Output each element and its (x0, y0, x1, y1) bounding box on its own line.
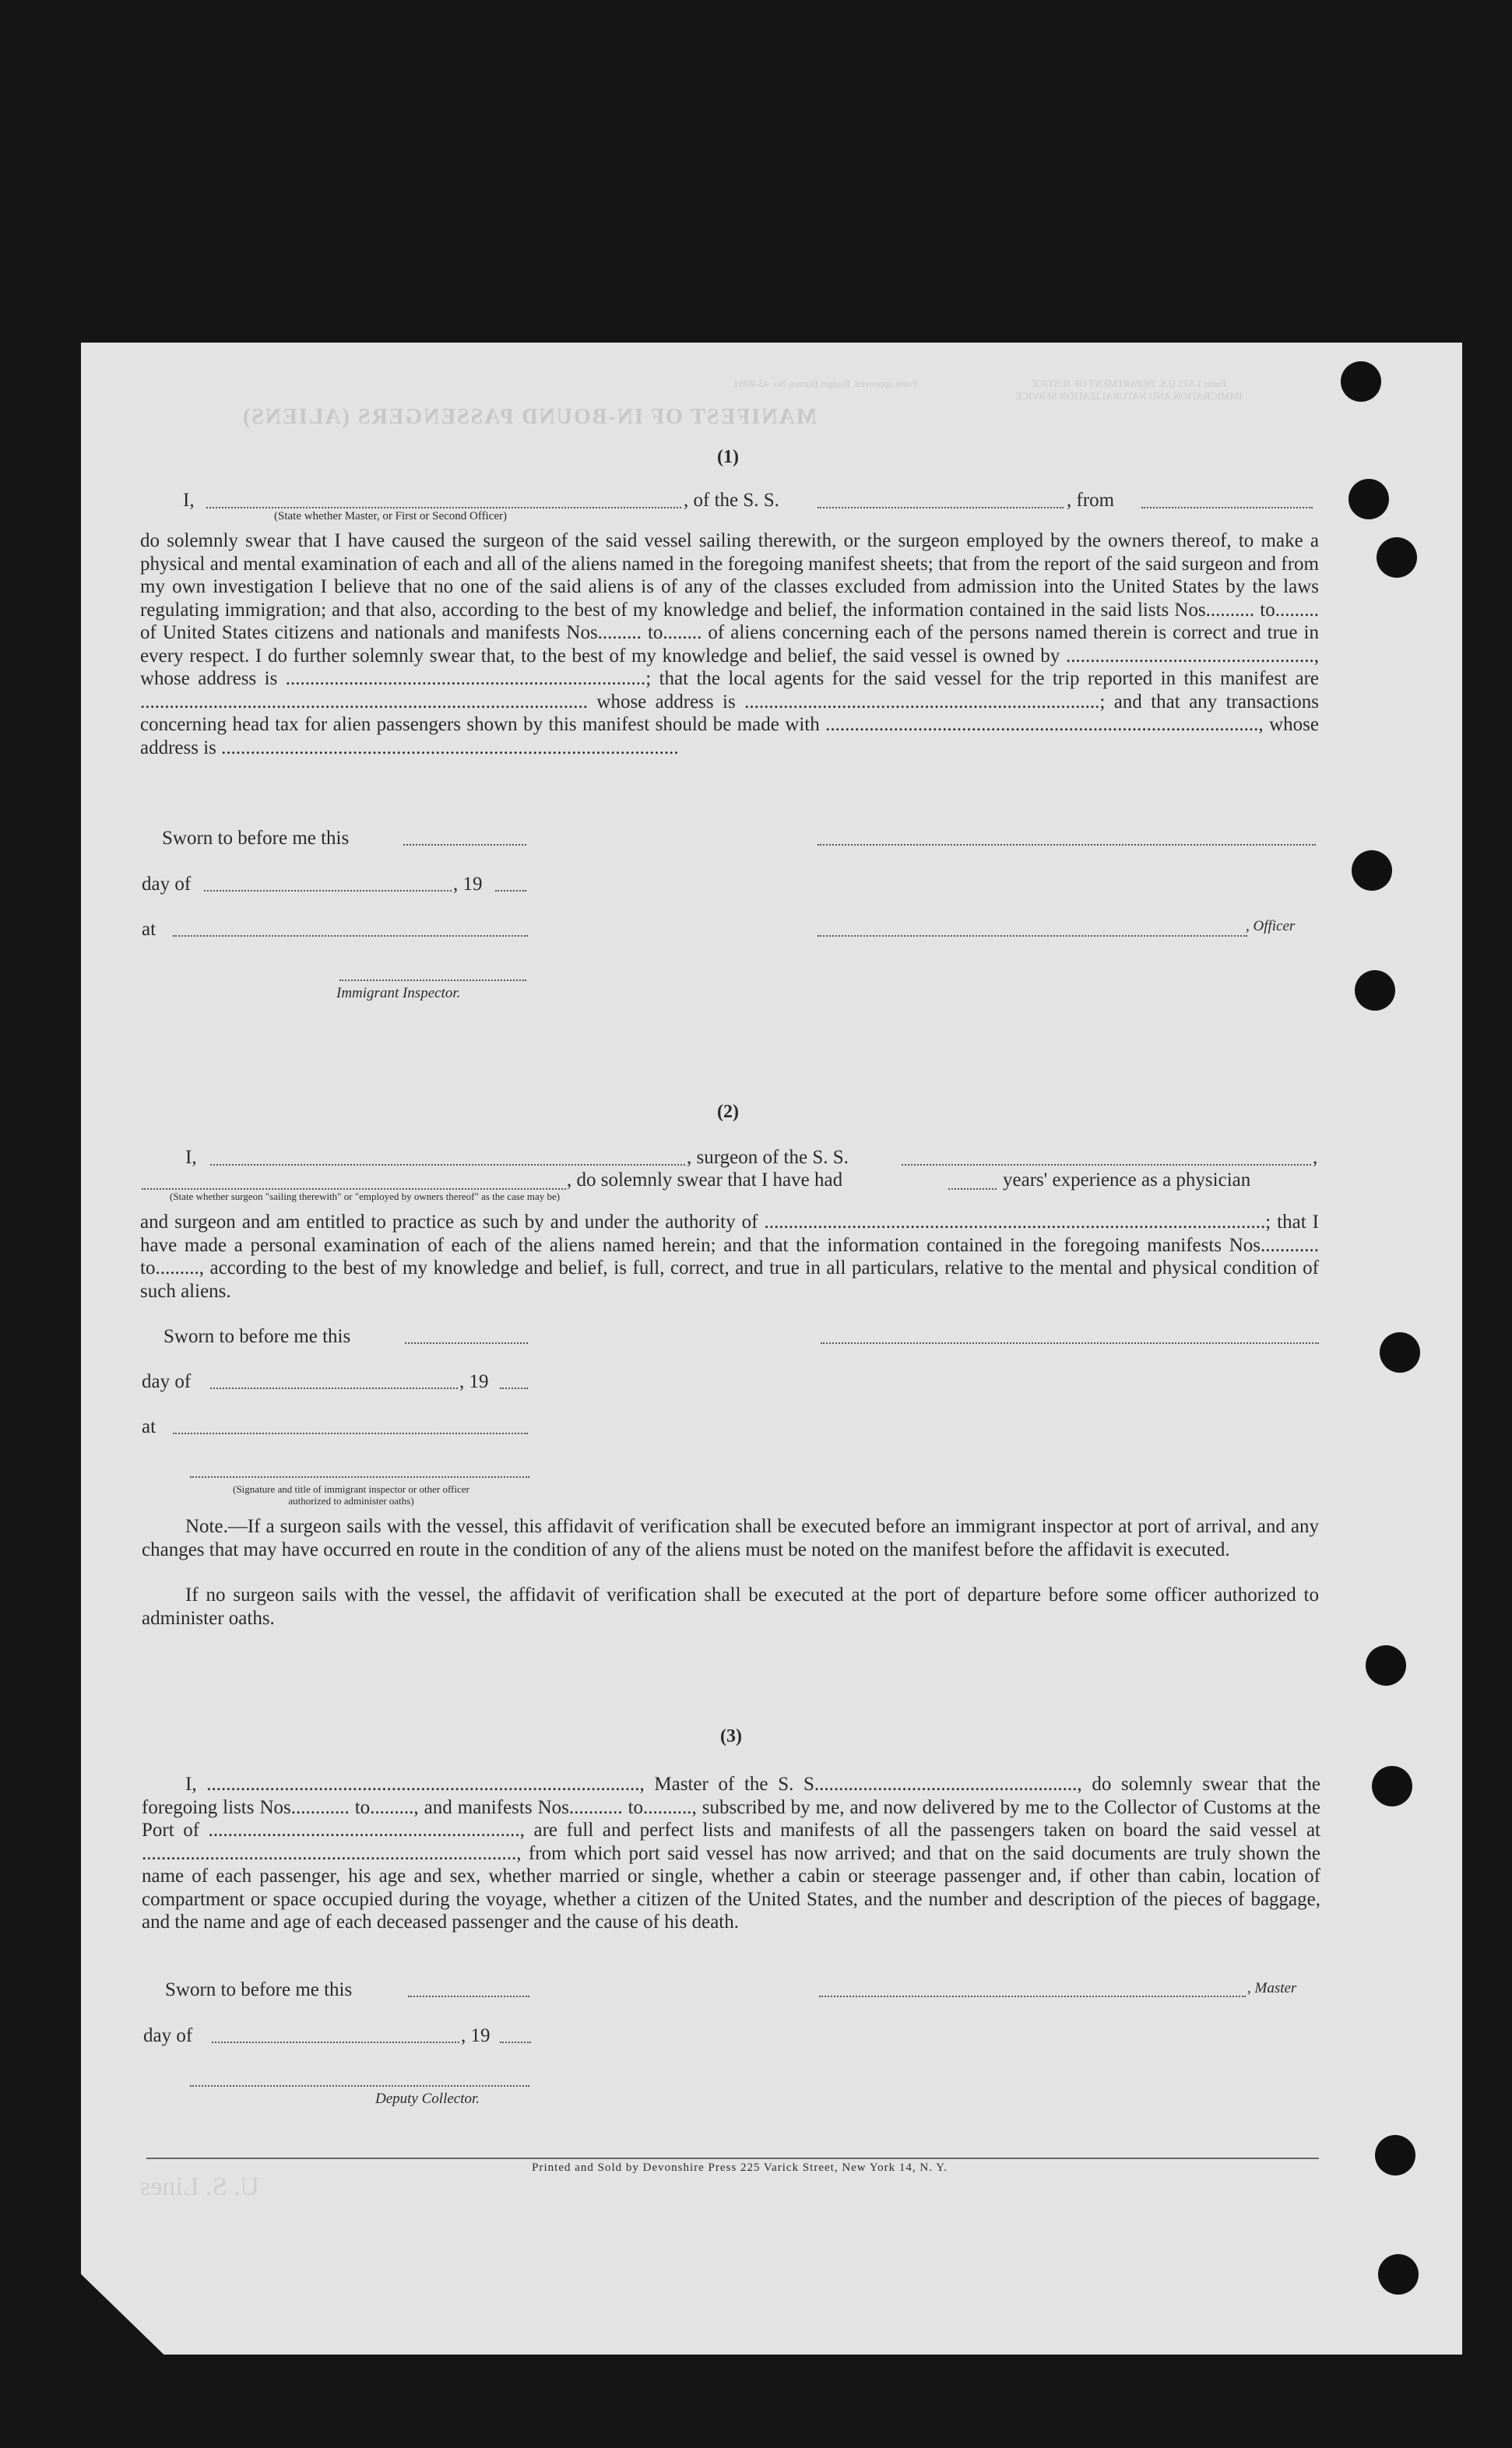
master-day-label: day of (142, 874, 192, 895)
master-vessel-label: , of the S. S. (684, 490, 779, 511)
punch-hole-icon (1372, 1766, 1412, 1806)
surgeon-year-field[interactable] (500, 1388, 528, 1389)
collector-year-label: , 19 (461, 2025, 491, 2046)
master-day-field[interactable] (204, 890, 452, 892)
collector-day-field[interactable] (212, 2042, 459, 2043)
bleed-through-approval: Form approved. Budget Bureau No. 43-R091 (733, 378, 917, 389)
surgeon-years-label: years' experience as a physician (1003, 1169, 1251, 1191)
surgeon-swear-label: , do solemnly swear that I have had (567, 1169, 843, 1191)
surgeon-sworn-date-field[interactable] (405, 1342, 528, 1344)
bleed-through-scrawl: U. S. Lines (140, 2172, 259, 2201)
master-sworn-label: Sworn to before me this (162, 828, 350, 849)
punch-hole-icon (1352, 850, 1392, 891)
deputy-signature-field[interactable] (190, 2085, 529, 2087)
master-signature-field[interactable] (819, 1996, 1246, 1997)
master-at-field[interactable] (173, 935, 528, 937)
master-sworn-date-field[interactable] (403, 844, 526, 846)
bleed-through-form-label: Form 1-515 U.S. DEPARTMENT OF JUSTICE IMMIGRATION AND NATURALIZATION SERVICE (1015, 378, 1243, 402)
footer-rule (146, 2158, 1319, 2159)
surgeon-sworn-label: Sworn to before me this (164, 1326, 351, 1347)
officer-signature-field[interactable] (818, 844, 1316, 846)
collector-day-label: day of (143, 2025, 193, 2046)
section-2-number: (2) (717, 1102, 739, 1122)
punch-hole-icon (1355, 970, 1395, 1011)
immigrant-inspector-label: Immigrant Inspector. (336, 985, 461, 1001)
master-year-label: , 19 (453, 874, 483, 895)
surgeon-signature-field[interactable] (821, 1342, 1319, 1344)
surgeon-i-label: I, (185, 1147, 197, 1168)
master-label: , Master (1247, 1980, 1297, 1996)
surgeon-vessel-field[interactable] (902, 1164, 1311, 1166)
surgeon-comma: , (1313, 1147, 1318, 1168)
surgeon-affidavit-body: and surgeon and am entitled to practice as such by and under the authority of .......................................................................................................; that I have made a personal examination of each of the aliens named herein; and that the information contained in the foregoing manifests Nos............ to........., according to the best of my knowledge and belief, is full, correct, and true in all particulars, relative to the mental and physical condition of such aliens. (140, 1212, 1319, 1302)
deputy-collector-label: Deputy Collector. (375, 2091, 480, 2107)
surgeon-day-field[interactable] (210, 1388, 458, 1389)
punch-hole-icon (1377, 537, 1417, 578)
section-1-number: (1) (717, 447, 739, 467)
collector-year-field[interactable] (500, 2042, 531, 2043)
surgeon-year-label: , 19 (459, 1371, 489, 1392)
master-affidavit-body: do solemnly swear that I have caused the surgeon of the said vessel sailing therewith, or the surgeon employed by the owners thereof, to make a physical and mental examination of each and all of the aliens named in the foregoing manifest sheets; that from the report of the said surgeon and from my own investigation I believe that no one of the said aliens is of any of the classes excluded from admission into the United States by the laws regulating immigration; and that also, according to the best of my knowledge and belief, the information contained in the said lists Nos.......... to......... of United States citizens and nationals and manifests Nos......... to........ of aliens concerning each of the persons named therein is correct and true in every respect. I do further solemnly swear that, to the best of my knowledge and belief, the said vessel is owned by ..................................................., whose address is ..........................................................................; that the local agents for the said vessel for the trip reported in this manifest are ............................................................................................ whose address is .........................................................................; and that any transactions concerning head tax for alien passengers shown by this manifest should be made with ........................................................................................., whose address is .............................................................................................. (140, 530, 1319, 758)
collector-sworn-label: Sworn to before me this (165, 1979, 353, 2000)
master-at-label: at (142, 919, 156, 940)
master-vessel-field[interactable] (818, 507, 1064, 508)
punch-hole-icon (1341, 361, 1381, 402)
bleed-through-heading: MANIFEST OF IN-BOUND PASSENGERS (ALIENS) (241, 405, 818, 429)
collector-sworn-date-field[interactable] (408, 1996, 529, 1997)
punch-hole-icon (1378, 2254, 1419, 2295)
surgeon-at-label: at (142, 1416, 156, 1437)
punch-hole-icon (1375, 2135, 1415, 2175)
punch-hole-icon (1380, 1332, 1420, 1373)
officer-title-field[interactable] (818, 935, 1247, 937)
surgeon-years-field[interactable] (948, 1188, 997, 1190)
officer-label: , Officer (1246, 918, 1296, 934)
surgeon-status-caption: (State whether surgeon "sailing therewith" or "employed by owners thereof" as the case may be) (170, 1191, 561, 1202)
inspector-signature-field[interactable] (339, 980, 526, 981)
punch-hole-icon (1366, 1645, 1406, 1686)
printer-imprint: Printed and Sold by Devonshire Press 225 Varick Street, New York 14, N. Y. (532, 2161, 948, 2174)
surgeon-vessel-label: , surgeon of the S. S. (687, 1147, 849, 1168)
witness-signature-caption: (Signature and title of immigrant inspector or other officer authorized to administer oaths) (233, 1483, 469, 1507)
master-from-field[interactable] (1141, 507, 1313, 508)
surgeon-at-field[interactable] (173, 1433, 528, 1434)
collector-affidavit-body: I, ........................................................................................., Master of the S. S......................................................, do solemnly swear that the foregoing lists Nos............ to........., and manifests Nos........... to.........., subscribed by me, and now delivered by me to the Collector of Customs at the Port of ................................................................, are full and perfect lists and manifests of all the passengers taken on board the said vessel at ............................................................................., from which port said vessel has now arrived; and that on the said documents are truly shown the name of each passenger, his age and sex, whether married or single, whether a cabin or steerage passenger and, if other than cabin, location of compartment or space occupied during the voyage, whether a citizen of the United States, and the number and description of the pieces of baggage, and the name and age of each deceased passenger and the cause of his death. (142, 1774, 1320, 1933)
master-i-label: I, (183, 490, 195, 511)
surgeon-note-1: Note.—If a surgeon sails with the vessel, this affidavit of verification shall be executed before an immigrant inspector at port of arrival, and any changes that may have occurred en route in the condition of any of the aliens must be noted on the manifest before the affidavit is executed. (142, 1516, 1319, 1560)
surgeon-day-label: day of (142, 1371, 192, 1392)
master-name-field[interactable] (206, 507, 681, 508)
master-from-label: , from (1067, 490, 1115, 511)
punch-hole-icon (1348, 479, 1389, 519)
witness-signature-field[interactable] (190, 1476, 529, 1478)
surgeon-note-2: If no surgeon sails with the vessel, the affidavit of verification shall be executed at the port of departure before some officer authorized to administer oaths. (142, 1585, 1319, 1629)
section-3-number: (3) (720, 1726, 742, 1746)
master-year-field[interactable] (495, 890, 526, 892)
surgeon-name-field[interactable] (210, 1164, 685, 1166)
master-role-caption: (State whether Master, or First or Second Officer) (274, 510, 508, 522)
